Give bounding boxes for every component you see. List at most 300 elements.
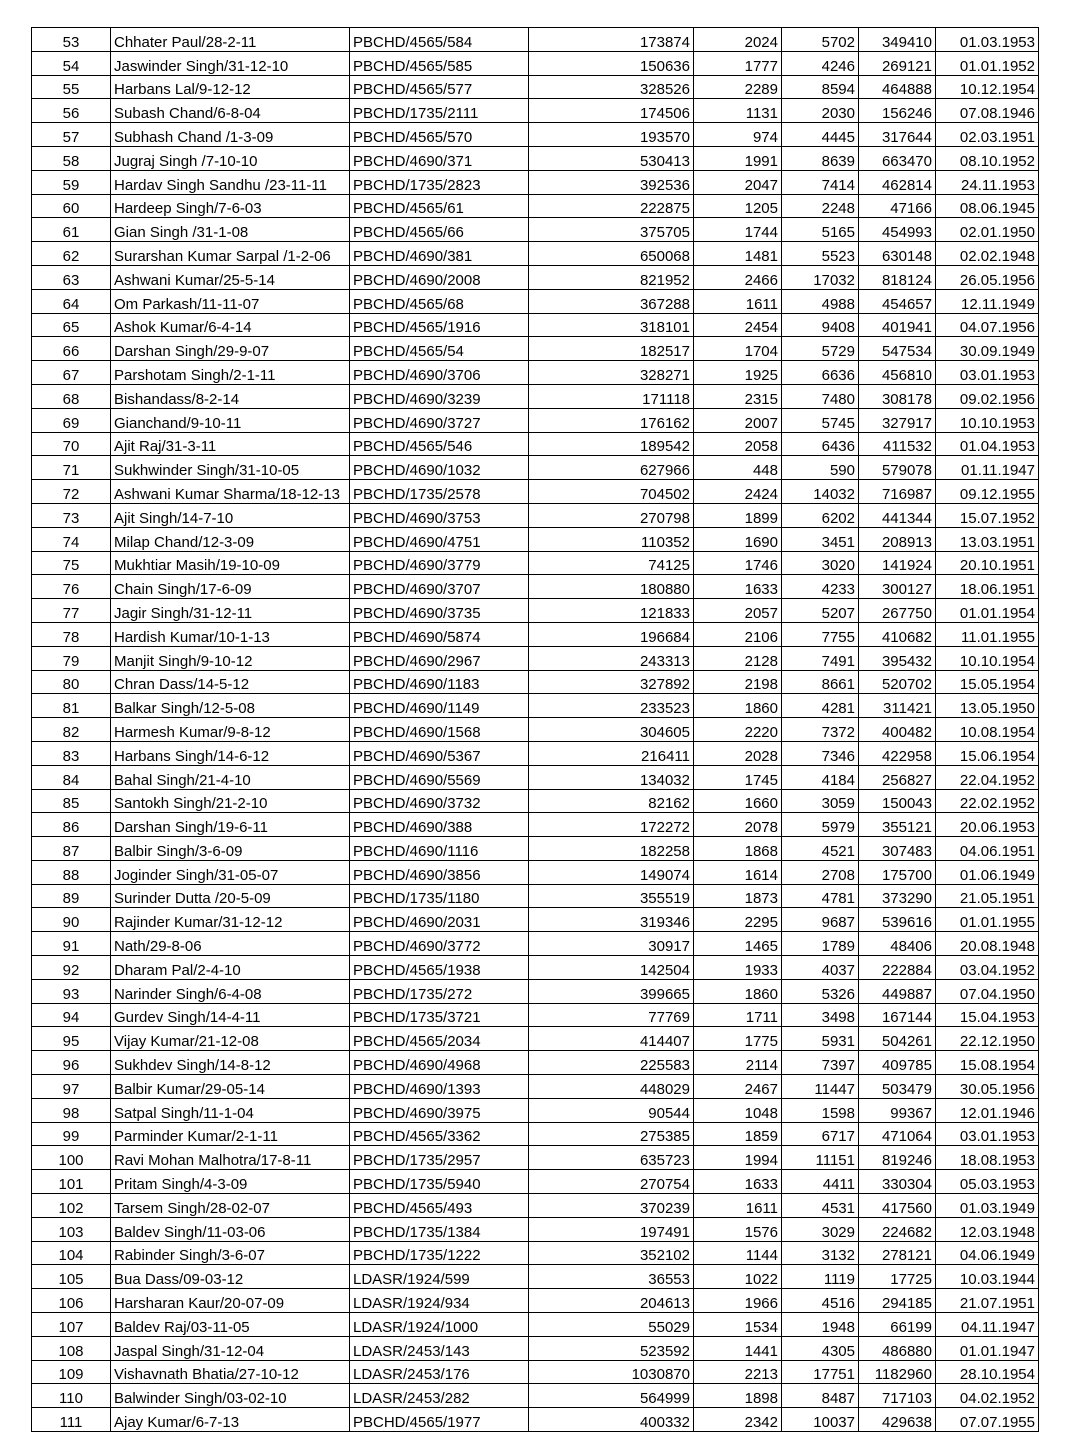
date-cell: 09.12.1955 — [936, 480, 1039, 504]
value-cell: 6436 — [782, 432, 859, 456]
value-cell: 5523 — [782, 242, 859, 266]
value-cell: 14032 — [782, 480, 859, 504]
date-cell: 13.03.1951 — [936, 527, 1039, 551]
name-date-cell: Gian Singh /31-1-08 — [111, 218, 350, 242]
name-date-cell: Ashok Kumar/6-4-14 — [111, 313, 350, 337]
date-cell: 15.06.1954 — [936, 741, 1039, 765]
serial-number-cell: 111 — [32, 1408, 111, 1432]
serial-number-cell: 55 — [32, 75, 111, 99]
date-cell: 01.01.1955 — [936, 908, 1039, 932]
date-cell: 12.01.1946 — [936, 1098, 1039, 1122]
date-cell: 13.05.1950 — [936, 694, 1039, 718]
value-cell: 3498 — [782, 1003, 859, 1027]
value-cell: 8487 — [782, 1384, 859, 1408]
total-cell: 330304 — [859, 1170, 936, 1194]
serial-number-cell: 83 — [32, 741, 111, 765]
serial-number-cell: 71 — [32, 456, 111, 480]
value-cell: 3132 — [782, 1241, 859, 1265]
serial-number-cell: 93 — [32, 979, 111, 1003]
serial-number-cell: 58 — [32, 146, 111, 170]
amount-cell: 523592 — [529, 1336, 694, 1360]
table-row — [32, 932, 1039, 956]
ppo-number-cell: PBCHD/4690/4968 — [350, 1051, 529, 1075]
serial-number-cell: 59 — [32, 170, 111, 194]
table-row — [32, 884, 1039, 908]
value-cell: 2466 — [694, 265, 782, 289]
ppo-number-cell: PBCHD/4690/3707 — [350, 575, 529, 599]
serial-number-cell: 94 — [32, 1003, 111, 1027]
date-cell: 08.10.1952 — [936, 146, 1039, 170]
table-row — [32, 1313, 1039, 1337]
ppo-number-cell: PBCHD/1735/1180 — [350, 884, 529, 908]
amount-cell: 367288 — [529, 289, 694, 313]
value-cell: 5326 — [782, 979, 859, 1003]
total-cell: 269121 — [859, 51, 936, 75]
value-cell: 2114 — [694, 1051, 782, 1075]
date-cell: 07.04.1950 — [936, 979, 1039, 1003]
total-cell: 222884 — [859, 956, 936, 980]
value-cell: 4411 — [782, 1170, 859, 1194]
value-cell: 1859 — [694, 1122, 782, 1146]
serial-number-cell: 68 — [32, 384, 111, 408]
serial-number-cell: 57 — [32, 123, 111, 147]
total-cell: 294185 — [859, 1289, 936, 1313]
value-cell: 2024 — [694, 28, 782, 52]
ppo-number-cell: PBCHD/1735/2823 — [350, 170, 529, 194]
serial-number-cell: 74 — [32, 527, 111, 551]
ppo-number-cell: PBCHD/4690/388 — [350, 813, 529, 837]
value-cell: 4037 — [782, 956, 859, 980]
total-cell: 141924 — [859, 551, 936, 575]
table-row — [32, 456, 1039, 480]
table-row — [32, 1051, 1039, 1075]
table-row — [32, 837, 1039, 861]
name-date-cell: Sukhwinder Singh/31-10-05 — [111, 456, 350, 480]
serial-number-cell: 100 — [32, 1146, 111, 1170]
value-cell: 4233 — [782, 575, 859, 599]
name-date-cell: Surarshan Kumar Sarpal /1-2-06 — [111, 242, 350, 266]
date-cell: 10.12.1954 — [936, 75, 1039, 99]
value-cell: 1119 — [782, 1265, 859, 1289]
value-cell: 6636 — [782, 361, 859, 385]
name-date-cell: Bishandass/8-2-14 — [111, 384, 350, 408]
total-cell: 486880 — [859, 1336, 936, 1360]
value-cell: 1441 — [694, 1336, 782, 1360]
total-cell: 17725 — [859, 1265, 936, 1289]
value-cell: 6717 — [782, 1122, 859, 1146]
date-cell: 04.02.1952 — [936, 1384, 1039, 1408]
date-cell: 18.06.1951 — [936, 575, 1039, 599]
total-cell: 547534 — [859, 337, 936, 361]
total-cell: 429638 — [859, 1408, 936, 1432]
value-cell: 3059 — [782, 789, 859, 813]
date-cell: 01.01.1952 — [936, 51, 1039, 75]
date-cell: 04.11.1947 — [936, 1313, 1039, 1337]
name-date-cell: Hardav Singh Sandhu /23-11-11 — [111, 170, 350, 194]
date-cell: 09.02.1956 — [936, 384, 1039, 408]
amount-cell: 635723 — [529, 1146, 694, 1170]
ppo-number-cell: PBCHD/4565/546 — [350, 432, 529, 456]
total-cell: 716987 — [859, 480, 936, 504]
total-cell: 307483 — [859, 837, 936, 861]
table-row — [32, 813, 1039, 837]
table-row — [32, 218, 1039, 242]
date-cell: 18.08.1953 — [936, 1146, 1039, 1170]
table-row — [32, 432, 1039, 456]
value-cell: 4281 — [782, 694, 859, 718]
total-cell: 579078 — [859, 456, 936, 480]
table-row — [32, 1384, 1039, 1408]
serial-number-cell: 106 — [32, 1289, 111, 1313]
amount-cell: 197491 — [529, 1217, 694, 1241]
amount-cell: 304605 — [529, 718, 694, 742]
table-row — [32, 313, 1039, 337]
ppo-number-cell: PBCHD/1735/2578 — [350, 480, 529, 504]
amount-cell: 82162 — [529, 789, 694, 813]
value-cell: 1611 — [694, 289, 782, 313]
serial-number-cell: 86 — [32, 813, 111, 837]
name-date-cell: Jaspal Singh/31-12-04 — [111, 1336, 350, 1360]
name-date-cell: Milap Chand/12-3-09 — [111, 527, 350, 551]
date-cell: 30.05.1956 — [936, 1075, 1039, 1099]
value-cell: 17032 — [782, 265, 859, 289]
value-cell: 974 — [694, 123, 782, 147]
table-row — [32, 1075, 1039, 1099]
value-cell: 11447 — [782, 1075, 859, 1099]
name-date-cell: Narinder Singh/6-4-08 — [111, 979, 350, 1003]
value-cell: 1611 — [694, 1194, 782, 1218]
value-cell: 5729 — [782, 337, 859, 361]
serial-number-cell: 88 — [32, 860, 111, 884]
amount-cell: 370239 — [529, 1194, 694, 1218]
table-row — [32, 1336, 1039, 1360]
serial-number-cell: 96 — [32, 1051, 111, 1075]
amount-cell: 400332 — [529, 1408, 694, 1432]
total-cell: 410682 — [859, 622, 936, 646]
date-cell: 04.06.1949 — [936, 1241, 1039, 1265]
name-date-cell: Darshan Singh/19-6-11 — [111, 813, 350, 837]
serial-number-cell: 70 — [32, 432, 111, 456]
serial-number-cell: 62 — [32, 242, 111, 266]
value-cell: 1745 — [694, 765, 782, 789]
value-cell: 4521 — [782, 837, 859, 861]
amount-cell: 375705 — [529, 218, 694, 242]
serial-number-cell: 87 — [32, 837, 111, 861]
amount-cell: 172272 — [529, 813, 694, 837]
value-cell: 1633 — [694, 575, 782, 599]
name-date-cell: Mukhtiar Masih/19-10-09 — [111, 551, 350, 575]
ppo-number-cell: PBCHD/4565/61 — [350, 194, 529, 218]
total-cell: 520702 — [859, 670, 936, 694]
ppo-number-cell: PBCHD/4690/1568 — [350, 718, 529, 742]
pension-table — [31, 27, 1039, 1432]
total-cell: 539616 — [859, 908, 936, 932]
total-cell: 66199 — [859, 1313, 936, 1337]
total-cell: 278121 — [859, 1241, 936, 1265]
serial-number-cell: 89 — [32, 884, 111, 908]
table-row — [32, 242, 1039, 266]
table-row — [32, 1027, 1039, 1051]
ppo-number-cell: PBCHD/4690/5569 — [350, 765, 529, 789]
name-date-cell: Vijay Kumar/21-12-08 — [111, 1027, 350, 1051]
table-row — [32, 646, 1039, 670]
ppo-number-cell: PBCHD/4565/493 — [350, 1194, 529, 1218]
value-cell: 2047 — [694, 170, 782, 194]
value-cell: 1868 — [694, 837, 782, 861]
value-cell: 4516 — [782, 1289, 859, 1313]
name-date-cell: Ajay Kumar/6-7-13 — [111, 1408, 350, 1432]
ppo-number-cell: PBCHD/1735/2957 — [350, 1146, 529, 1170]
value-cell: 2057 — [694, 599, 782, 623]
table-row — [32, 1265, 1039, 1289]
value-cell: 1576 — [694, 1217, 782, 1241]
total-cell: 311421 — [859, 694, 936, 718]
name-date-cell: Santokh Singh/21-2-10 — [111, 789, 350, 813]
serial-number-cell: 103 — [32, 1217, 111, 1241]
amount-cell: 704502 — [529, 480, 694, 504]
date-cell: 03.01.1953 — [936, 361, 1039, 385]
serial-number-cell: 105 — [32, 1265, 111, 1289]
amount-cell: 650068 — [529, 242, 694, 266]
value-cell: 1205 — [694, 194, 782, 218]
table-row — [32, 741, 1039, 765]
amount-cell: 74125 — [529, 551, 694, 575]
name-date-cell: Manjit Singh/9-10-12 — [111, 646, 350, 670]
value-cell: 1598 — [782, 1098, 859, 1122]
value-cell: 5979 — [782, 813, 859, 837]
date-cell: 22.04.1952 — [936, 765, 1039, 789]
ppo-number-cell: PBCHD/4690/5367 — [350, 741, 529, 765]
name-date-cell: Harbans Singh/14-6-12 — [111, 741, 350, 765]
date-cell: 01.01.1954 — [936, 599, 1039, 623]
table-row — [32, 337, 1039, 361]
table-row — [32, 527, 1039, 551]
serial-number-cell: 108 — [32, 1336, 111, 1360]
date-cell: 10.10.1953 — [936, 408, 1039, 432]
table-row — [32, 599, 1039, 623]
serial-number-cell: 76 — [32, 575, 111, 599]
value-cell: 5745 — [782, 408, 859, 432]
table-row — [32, 1408, 1039, 1432]
value-cell: 7414 — [782, 170, 859, 194]
serial-number-cell: 99 — [32, 1122, 111, 1146]
serial-number-cell: 75 — [32, 551, 111, 575]
value-cell: 1633 — [694, 1170, 782, 1194]
amount-cell: 1030870 — [529, 1360, 694, 1384]
value-cell: 1860 — [694, 694, 782, 718]
ppo-number-cell: PBCHD/4690/3975 — [350, 1098, 529, 1122]
name-date-cell: Harmesh Kumar/9-8-12 — [111, 718, 350, 742]
name-date-cell: Jugraj Singh /7-10-10 — [111, 146, 350, 170]
value-cell: 2030 — [782, 99, 859, 123]
serial-number-cell: 77 — [32, 599, 111, 623]
amount-cell: 233523 — [529, 694, 694, 718]
value-cell: 1873 — [694, 884, 782, 908]
ppo-number-cell: LDASR/2453/282 — [350, 1384, 529, 1408]
amount-cell: 182517 — [529, 337, 694, 361]
amount-cell: 182258 — [529, 837, 694, 861]
amount-cell: 530413 — [529, 146, 694, 170]
date-cell: 03.01.1953 — [936, 1122, 1039, 1146]
amount-cell: 36553 — [529, 1265, 694, 1289]
value-cell: 5702 — [782, 28, 859, 52]
total-cell: 503479 — [859, 1075, 936, 1099]
ppo-number-cell: PBCHD/4690/2967 — [350, 646, 529, 670]
table-row — [32, 1241, 1039, 1265]
table-row — [32, 1098, 1039, 1122]
value-cell: 6202 — [782, 503, 859, 527]
total-cell: 454657 — [859, 289, 936, 313]
total-cell: 256827 — [859, 765, 936, 789]
date-cell: 15.05.1954 — [936, 670, 1039, 694]
total-cell: 422958 — [859, 741, 936, 765]
serial-number-cell: 97 — [32, 1075, 111, 1099]
total-cell: 349410 — [859, 28, 936, 52]
table-row — [32, 1289, 1039, 1313]
name-date-cell: Jaswinder Singh/31-12-10 — [111, 51, 350, 75]
date-cell: 12.11.1949 — [936, 289, 1039, 313]
value-cell: 2248 — [782, 194, 859, 218]
ppo-number-cell: PBCHD/4690/3779 — [350, 551, 529, 575]
value-cell: 4184 — [782, 765, 859, 789]
value-cell: 2220 — [694, 718, 782, 742]
value-cell: 2213 — [694, 1360, 782, 1384]
amount-cell: 110352 — [529, 527, 694, 551]
name-date-cell: Chran Dass/14-5-12 — [111, 670, 350, 694]
date-cell: 04.06.1951 — [936, 837, 1039, 861]
table-row — [32, 979, 1039, 1003]
name-date-cell: Parminder Kumar/2-1-11 — [111, 1122, 350, 1146]
amount-cell: 414407 — [529, 1027, 694, 1051]
value-cell: 1991 — [694, 146, 782, 170]
value-cell: 1860 — [694, 979, 782, 1003]
table-row — [32, 1217, 1039, 1241]
value-cell: 590 — [782, 456, 859, 480]
date-cell: 15.04.1953 — [936, 1003, 1039, 1027]
date-cell: 02.01.1950 — [936, 218, 1039, 242]
serial-number-cell: 73 — [32, 503, 111, 527]
table-row — [32, 670, 1039, 694]
total-cell: 48406 — [859, 932, 936, 956]
value-cell: 2424 — [694, 480, 782, 504]
amount-cell: 180880 — [529, 575, 694, 599]
ppo-number-cell: PBCHD/4565/2034 — [350, 1027, 529, 1051]
serial-number-cell: 104 — [32, 1241, 111, 1265]
table-row — [32, 622, 1039, 646]
value-cell: 1933 — [694, 956, 782, 980]
ppo-number-cell: PBCHD/1735/3721 — [350, 1003, 529, 1027]
amount-cell: 270754 — [529, 1170, 694, 1194]
table-row — [32, 75, 1039, 99]
total-cell: 454993 — [859, 218, 936, 242]
date-cell: 01.11.1947 — [936, 456, 1039, 480]
amount-cell: 193570 — [529, 123, 694, 147]
date-cell: 01.01.1947 — [936, 1336, 1039, 1360]
value-cell: 8661 — [782, 670, 859, 694]
serial-number-cell: 80 — [32, 670, 111, 694]
total-cell: 156246 — [859, 99, 936, 123]
table-row — [32, 1003, 1039, 1027]
value-cell: 1144 — [694, 1241, 782, 1265]
value-cell: 8594 — [782, 75, 859, 99]
name-date-cell: Rajinder Kumar/31-12-12 — [111, 908, 350, 932]
serial-number-cell: 54 — [32, 51, 111, 75]
value-cell: 2106 — [694, 622, 782, 646]
value-cell: 8639 — [782, 146, 859, 170]
table-row — [32, 503, 1039, 527]
value-cell: 7397 — [782, 1051, 859, 1075]
table-row — [32, 1360, 1039, 1384]
table-row — [32, 265, 1039, 289]
value-cell: 5165 — [782, 218, 859, 242]
date-cell: 08.06.1945 — [936, 194, 1039, 218]
date-cell: 24.11.1953 — [936, 170, 1039, 194]
serial-number-cell: 101 — [32, 1170, 111, 1194]
value-cell: 1775 — [694, 1027, 782, 1051]
value-cell: 1994 — [694, 1146, 782, 1170]
serial-number-cell: 63 — [32, 265, 111, 289]
date-cell: 20.08.1948 — [936, 932, 1039, 956]
amount-cell: 355519 — [529, 884, 694, 908]
ppo-number-cell: PBCHD/4565/68 — [350, 289, 529, 313]
date-cell: 02.02.1948 — [936, 242, 1039, 266]
value-cell: 1948 — [782, 1313, 859, 1337]
value-cell: 11151 — [782, 1146, 859, 1170]
total-cell: 300127 — [859, 575, 936, 599]
value-cell: 1899 — [694, 503, 782, 527]
total-cell: 663470 — [859, 146, 936, 170]
table-row — [32, 551, 1039, 575]
ppo-number-cell: PBCHD/4690/4751 — [350, 527, 529, 551]
total-cell: 401941 — [859, 313, 936, 337]
amount-cell: 328526 — [529, 75, 694, 99]
serial-number-cell: 102 — [32, 1194, 111, 1218]
ppo-number-cell: PBCHD/4690/1116 — [350, 837, 529, 861]
table-row — [32, 123, 1039, 147]
amount-cell: 328271 — [529, 361, 694, 385]
serial-number-cell: 78 — [32, 622, 111, 646]
value-cell: 7372 — [782, 718, 859, 742]
amount-cell: 225583 — [529, 1051, 694, 1075]
name-date-cell: Ajit Singh/14-7-10 — [111, 503, 350, 527]
total-cell: 504261 — [859, 1027, 936, 1051]
amount-cell: 216411 — [529, 741, 694, 765]
ppo-number-cell: PBCHD/4565/66 — [350, 218, 529, 242]
ppo-number-cell: PBCHD/4690/1149 — [350, 694, 529, 718]
date-cell: 11.01.1955 — [936, 622, 1039, 646]
table-row — [32, 51, 1039, 75]
table-row — [32, 384, 1039, 408]
value-cell: 448 — [694, 456, 782, 480]
table-row — [32, 956, 1039, 980]
date-cell: 20.10.1951 — [936, 551, 1039, 575]
value-cell: 7755 — [782, 622, 859, 646]
name-date-cell: Om Parkash/11-11-07 — [111, 289, 350, 313]
table-body — [32, 28, 1039, 1432]
amount-cell: 173874 — [529, 28, 694, 52]
date-cell: 01.06.1949 — [936, 860, 1039, 884]
amount-cell: 134032 — [529, 765, 694, 789]
value-cell: 10037 — [782, 1408, 859, 1432]
total-cell: 717103 — [859, 1384, 936, 1408]
ppo-number-cell: PBCHD/4690/2031 — [350, 908, 529, 932]
name-date-cell: Harsharan Kaur/20-07-09 — [111, 1289, 350, 1313]
name-date-cell: Bahal Singh/21-4-10 — [111, 765, 350, 789]
value-cell: 2198 — [694, 670, 782, 694]
ppo-number-cell: PBCHD/4565/1916 — [350, 313, 529, 337]
name-date-cell: Darshan Singh/29-9-07 — [111, 337, 350, 361]
amount-cell: 399665 — [529, 979, 694, 1003]
